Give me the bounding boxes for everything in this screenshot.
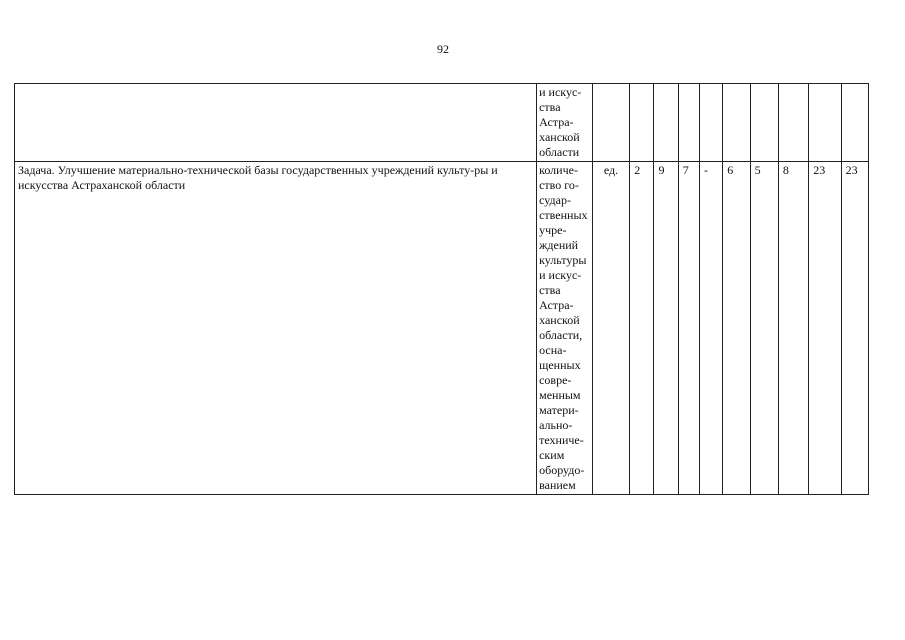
task-name-cell: Задача. Улучшение материально-технической базы государственных учреждений культу-ры и искусства Астраханской области xyxy=(15,162,537,495)
value-cell xyxy=(723,84,750,162)
indicator-text: количе- ство го- судар- ственных учре- ждений культуры и искус- ства Астра- ханской области, осна- щенных совре- менным матери- ально- техниче- ским оборудо- ванием xyxy=(539,163,588,492)
unit-cell xyxy=(592,84,629,162)
table-row xyxy=(15,84,869,162)
indicator-cell xyxy=(537,84,593,162)
unit-cell: ед. xyxy=(592,162,629,495)
value-cell: 6 xyxy=(723,162,750,495)
value-cell: 8 xyxy=(778,162,808,495)
value-cell xyxy=(699,84,722,162)
value-cell: 7 xyxy=(678,162,699,495)
task-name-cell xyxy=(15,84,537,162)
value-cell: 23 xyxy=(841,162,868,495)
value-cell: 2 xyxy=(630,162,654,495)
value-cell xyxy=(841,84,868,162)
indicator-text: и искус- ства Астра- ханской области xyxy=(539,85,582,159)
value-cell: - xyxy=(699,162,722,495)
indicator-cell xyxy=(537,162,593,495)
value-cell xyxy=(809,84,841,162)
value-cell: 23 xyxy=(809,162,841,495)
value-cell xyxy=(630,84,654,162)
page-number: 92 xyxy=(437,42,449,56)
value-cell xyxy=(654,84,678,162)
value-cell: 5 xyxy=(750,162,778,495)
value-cell xyxy=(778,84,808,162)
table-row xyxy=(15,162,869,495)
value-cell xyxy=(750,84,778,162)
value-cell: 9 xyxy=(654,162,678,495)
indicator-table xyxy=(14,83,869,495)
value-cell xyxy=(678,84,699,162)
